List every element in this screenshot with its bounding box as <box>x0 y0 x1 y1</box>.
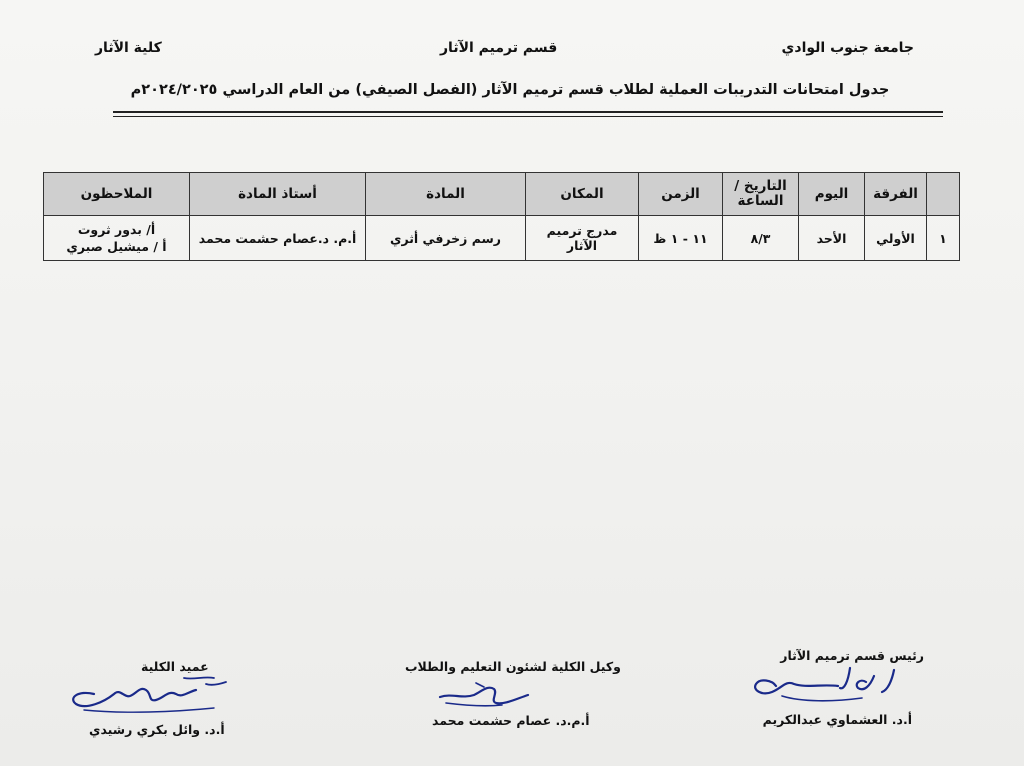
cell-day: الأحد <box>799 216 865 261</box>
column-header-professor: أستاذ المادة <box>190 173 366 216</box>
cell-level: الأولي <box>865 216 927 261</box>
cell-date: ٨/٣ <box>723 216 799 261</box>
university-name: جامعة جنوب الوادي <box>781 40 914 56</box>
cell-time: ١١ - ١ ظ <box>639 216 723 261</box>
cell-professor: أ.م. د.عصام حشمت محمد <box>190 216 366 261</box>
column-header-level: الفرقة <box>865 173 927 216</box>
document-title: جدول امتحانات التدريبات العملية لطلاب قسم ترميم الآثار (الفصل الصيفي) من العام الدراسي ٢٠٢٤/٢٠٢٥م <box>130 82 890 98</box>
table-header-row <box>44 173 960 216</box>
column-header-subject: المادة <box>366 173 526 216</box>
column-header-duration: الزمن <box>639 173 723 216</box>
signature-title-dean: عميد الكلية <box>141 659 209 674</box>
signature-name-dean: أ.د. وائل بكري رشيدي <box>89 722 225 737</box>
signature-head-scrawl <box>742 658 912 714</box>
table-row <box>44 216 960 261</box>
faculty-name: كلية الآثار <box>95 40 162 56</box>
department-name: قسم ترميم الآثار <box>440 40 558 56</box>
column-header-observers: الملاحظون <box>44 173 190 216</box>
observer-name: أ / ميشيل صبري <box>66 239 167 254</box>
signature-name-head: أ.د. العشماوي عبدالكريم <box>762 712 912 727</box>
signature-title-head: رئيس قسم ترميم الآثار <box>780 648 924 663</box>
column-header-place: المكان <box>526 173 639 216</box>
cell-subject: رسم زخرفي أثري <box>366 216 526 261</box>
title-divider-thin <box>113 116 943 117</box>
cell-number: ١ <box>927 216 960 261</box>
column-header-number <box>927 173 960 216</box>
observer-name: أ/ بدور ثروت <box>77 222 156 237</box>
title-divider-thick <box>113 111 943 113</box>
cell-place: مدرج ترميم الآثار <box>526 216 639 261</box>
cell-observers <box>44 216 190 261</box>
column-header-day: اليوم <box>799 173 865 216</box>
signature-title-vice-dean: وكيل الكلية لشئون التعليم والطلاب <box>405 659 621 674</box>
exam-schedule-table <box>43 172 960 261</box>
signature-name-vice-dean: أ.م.د. عصام حشمت محمد <box>432 713 590 728</box>
column-header-date-time: التاريخ / الساعة <box>723 173 799 216</box>
signature-vice-dean-scrawl <box>432 677 542 717</box>
signature-dean-scrawl <box>64 668 244 720</box>
